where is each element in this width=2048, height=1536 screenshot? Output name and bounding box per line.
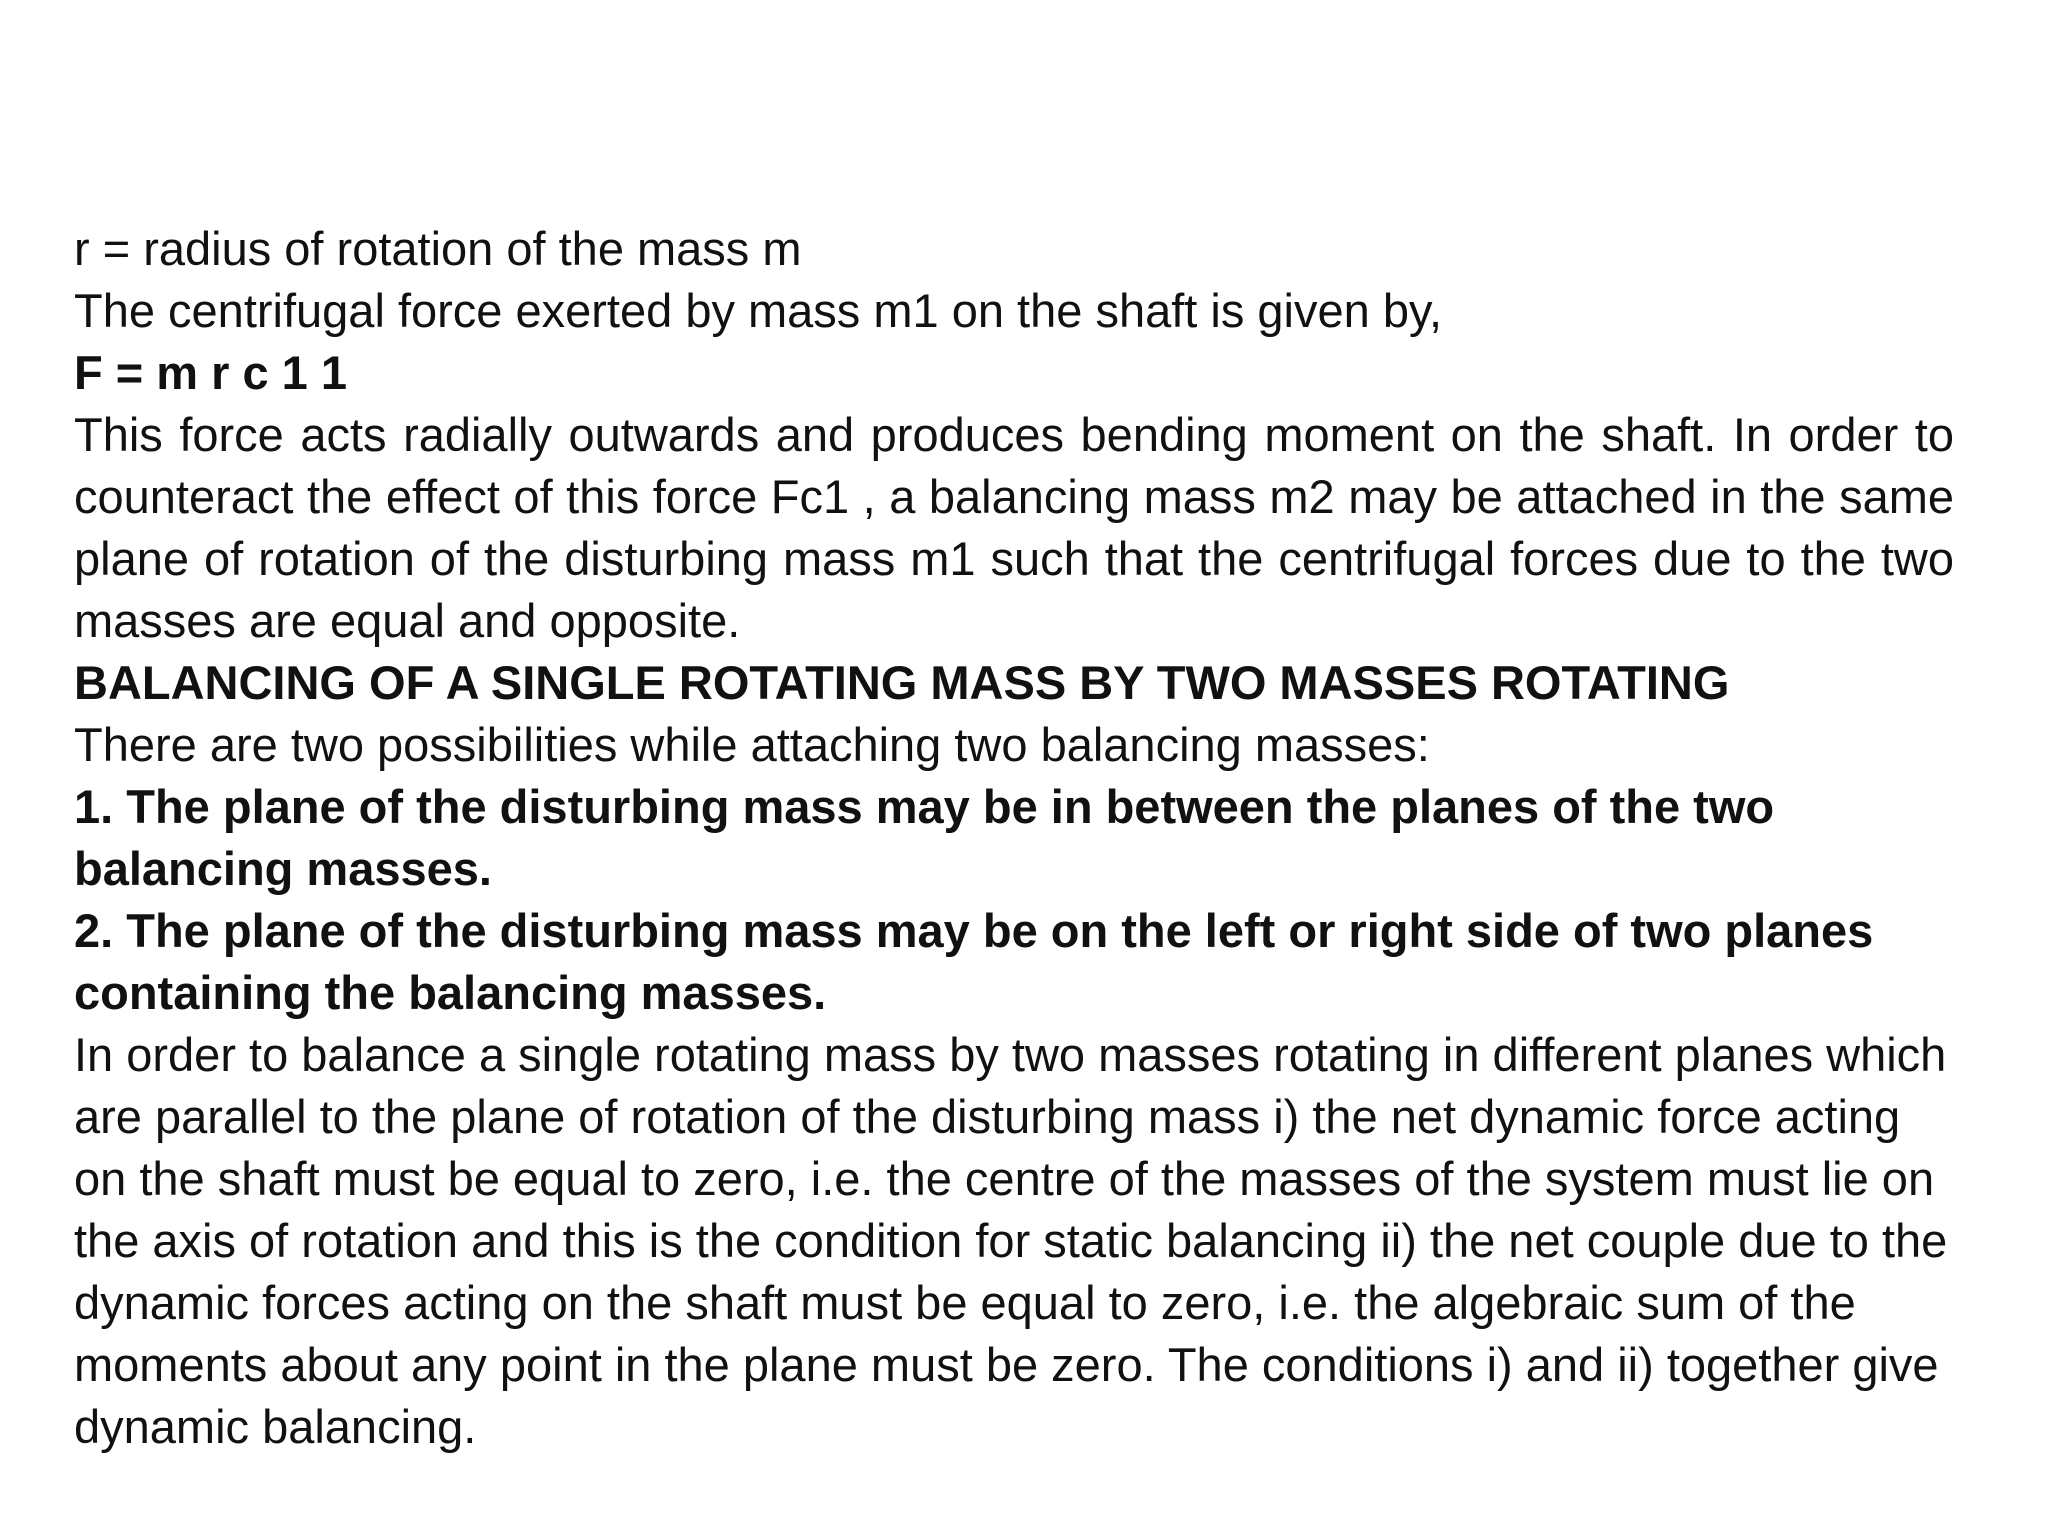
- radius-definition: r = radius of rotation of the mass m: [74, 222, 802, 275]
- centrifugal-intro: The centrifugal force exerted by mass m1 on the shaft is given by,: [74, 284, 1443, 337]
- slide-body: [74, 218, 1954, 1458]
- point-2: 2. The plane of the disturbing mass may be on the left or right side of two planes containing the balancing masses.: [74, 904, 1874, 1019]
- point-1: 1. The plane of the disturbing mass may be in between the planes of the two balancing masses.: [74, 780, 1775, 895]
- paragraph-balancing-mass: This force acts radially outwards and produces bending moment on the shaft. In order to counteract the effect of this force Fc1 , a balancing mass m2 may be attached in the same plane of rotation of the disturbing mass m1 such that the centrifugal forces due to the two masses are equal and opposite.: [74, 408, 1954, 647]
- section-heading: BALANCING OF A SINGLE ROTATING MASS BY TWO MASSES ROTATING: [74, 656, 1730, 709]
- possibilities-intro: There are two possibilities while attaching two balancing masses:: [74, 718, 1430, 771]
- formula: F = m r c 1 1: [74, 346, 348, 399]
- paragraph-dynamic-balancing: In order to balance a single rotating mass by two masses rotating in different planes which are parallel to the plane of rotation of the disturbing mass i) the net dynamic force acting on the shaft must be equal to zero, i.e. the centre of the masses of the system must lie on the axis of rotation and this is the condition for static balancing ii) the net couple due to the dynamic forces acting on the shaft must be equal to zero, i.e. the algebraic sum of the moments about any point in the plane must be zero. The conditions i) and ii) together give dynamic balancing.: [74, 1028, 1948, 1453]
